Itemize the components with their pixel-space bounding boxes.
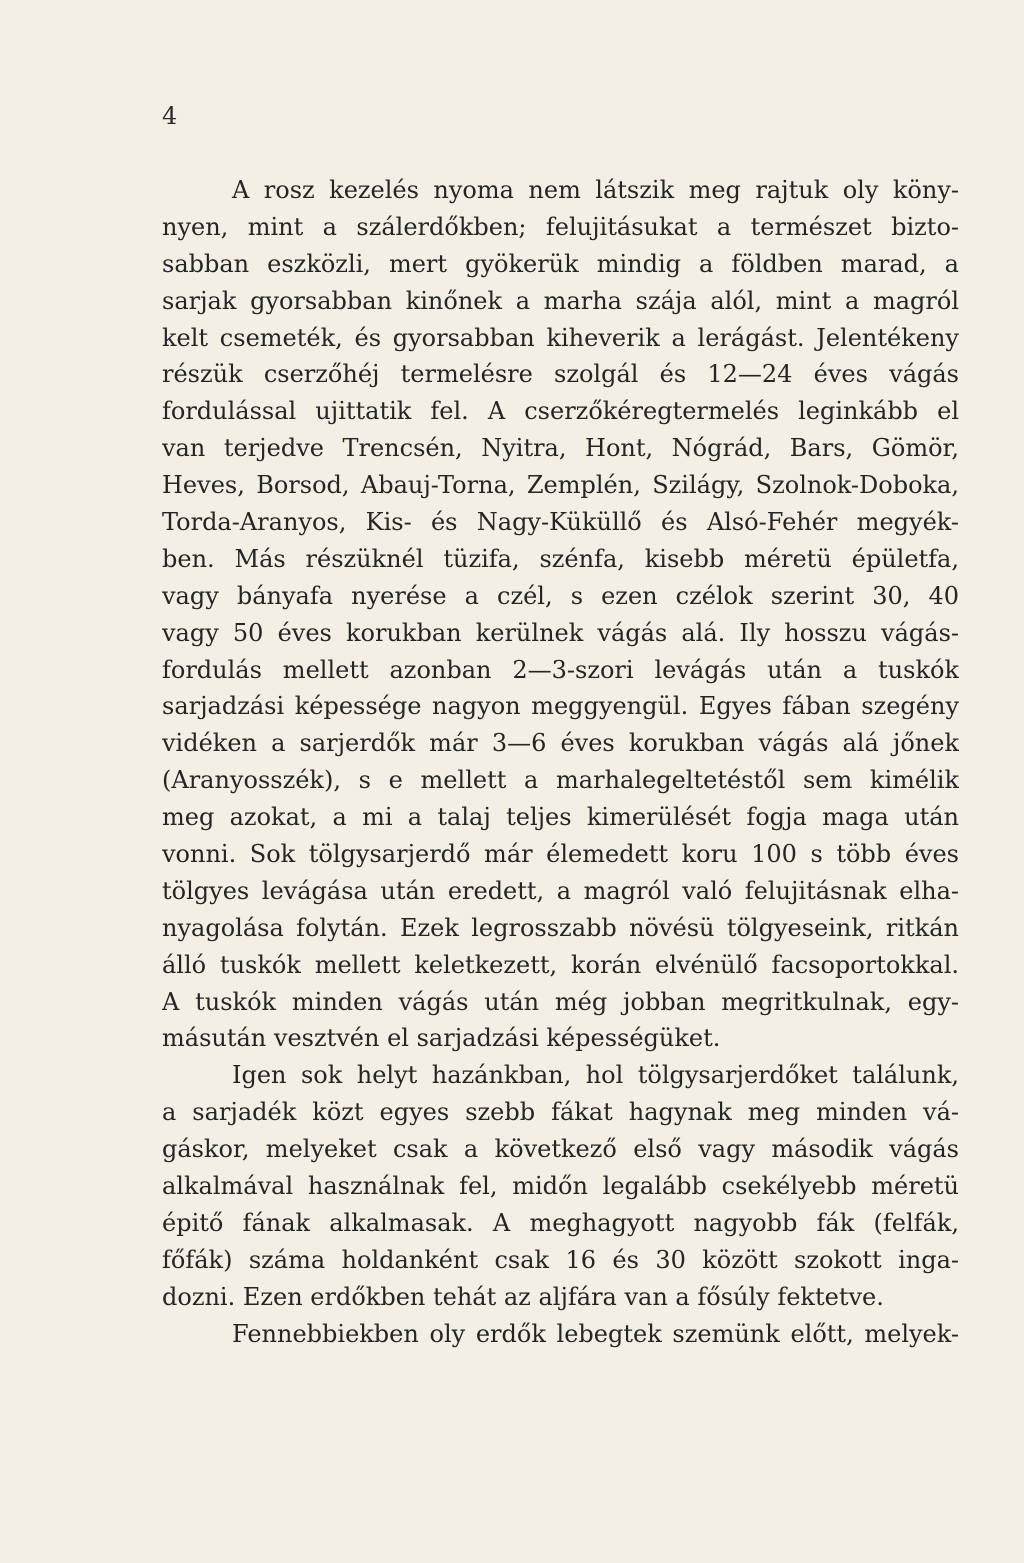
text-line: sabban eszközli, mert gyökerük mindig a földben marad, a — [162, 249, 959, 278]
text-line: A tuskók minden vágás után még jobban megritkulnak, egy- — [162, 987, 959, 1016]
text-line: ben. Más részüknél tüzifa, szénfa, kisebb méretü épületfa, — [162, 544, 959, 573]
text-line: álló tuskók mellett keletkezett, korán elvénülő facsoportokkal. — [162, 950, 959, 979]
text-line: másután vesztvén el sarjadzási képességüket. — [162, 1024, 721, 1053]
text-line: gáskor, melyeket csak a következő első vagy második vágás — [162, 1135, 959, 1164]
text-line: meg azokat, a mi a talaj teljes kimerülését fogja maga után — [162, 803, 959, 832]
text-line: főfák) száma holdanként csak 16 és 30 között szokott inga- — [162, 1245, 959, 1274]
text-line: sarjadzási képessége nagyon meggyengül. Egyes fában szegény — [162, 692, 959, 721]
text-line: Heves, Borsod, Abauj-Torna, Zemplén, Szilágy, Szolnok-Doboka, — [162, 471, 959, 500]
text-line: tölgyes levágása után eredett, a magról való felujitásnak elha- — [162, 876, 959, 905]
text-line: alkalmával használnak fel, midőn legalább csekélyebb méretü — [162, 1172, 959, 1201]
text-line: Torda-Aranyos, Kis- és Nagy-Küküllő és Alsó-Fehér megyék- — [162, 508, 959, 537]
text-line: épitő fának alkalmasak. A meghagyott nagyobb fák (felfák, — [162, 1208, 959, 1237]
text-line: részük cserzőhéj termelésre szolgál és 12—24 éves vágás — [162, 360, 959, 389]
text-line: nyen, mint a szálerdőkben; felujitásukat a természet bizto- — [162, 212, 959, 241]
body-text — [162, 172, 959, 1353]
text-line: nyagolása folytán. Ezek legrosszabb növésü tölgyeseink, ritkán — [162, 913, 959, 942]
text-line: sarjak gyorsabban kinőnek a marha szája alól, mint a magról — [162, 286, 959, 315]
page-number: 4 — [162, 102, 178, 130]
text-line: dozni. Ezen erdőkben tehát az aljfára van a fősúly fektetve. — [162, 1282, 884, 1311]
text-line: fordulás mellett azonban 2—3-szori levágás után a tuskók — [162, 655, 959, 684]
text-line: vonni. Sok tölgysarjerdő már élemedett koru 100 s több éves — [162, 840, 959, 869]
text-line: fordulással ujittatik fel. A cserzőkéregtermelés leginkább el — [162, 397, 959, 426]
text-line: kelt csemeték, és gyorsabban kiheverik a lerágást. Jelentékeny — [162, 323, 959, 352]
text-line: van terjedve Trencsén, Nyitra, Hont, Nógrád, Bars, Gömör, — [162, 434, 959, 463]
text-line: A rosz kezelés nyoma nem látszik meg rajtuk oly köny- — [232, 176, 959, 204]
text-line: vagy 50 éves korukban kerülnek vágás alá. Ily hosszu vágás- — [162, 618, 959, 647]
text-line: Fennebbiekben oly erdők lebegtek szemünk előtt, melyek- — [232, 1319, 959, 1348]
text-line: vidéken a sarjerdők már 3—6 éves korukban vágás alá jőnek — [162, 729, 959, 758]
text-line: Igen sok helyt hazánkban, hol tölgysarjerdőket találunk, — [232, 1061, 959, 1090]
text-line: a sarjadék közt egyes szebb fákat hagynak meg minden vá- — [162, 1098, 959, 1127]
text-line: vagy bányafa nyerése a czél, s ezen czélok szerint 30, 40 — [162, 581, 959, 610]
text-line: (Aranyosszék), s e mellett a marhalegeltetéstől sem kimélik — [162, 766, 959, 795]
